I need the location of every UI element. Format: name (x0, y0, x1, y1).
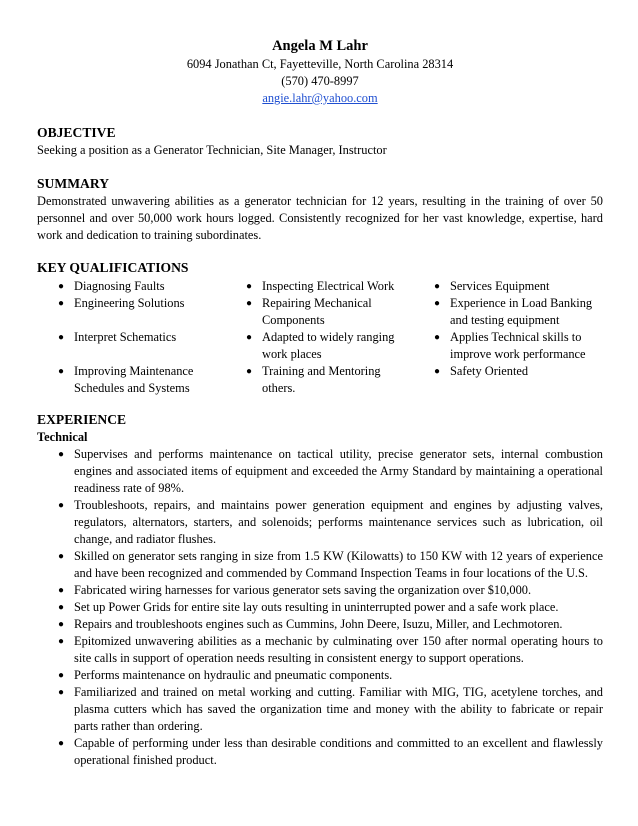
bullet-icon: ● (246, 281, 253, 292)
qualification-item: ● Safety Oriented (434, 364, 529, 378)
email-link[interactable]: angie.lahr@yahoo.com (262, 91, 378, 105)
bullet-icon: ● (246, 332, 253, 343)
address: 6094 Jonathan Ct, Fayetteville, North Carolina 28314 (186, 57, 454, 71)
qualification-item: ● Inspecting Electrical Work (246, 279, 395, 293)
bullet-icon: ● (58, 332, 65, 343)
bullet-icon: ● (434, 281, 441, 292)
summary-heading: SUMMARY (37, 176, 110, 191)
bullet-icon: ● (58, 602, 65, 613)
bullet-icon: ● (434, 332, 441, 343)
experience-list (37, 446, 603, 769)
experience-subheading: Technical (37, 430, 88, 444)
bullet-icon: ● (58, 449, 65, 460)
qualification-item: ● Interpret Schematics (58, 330, 177, 344)
experience-item: ● Performs maintenance on hydraulic and pneumatic components. (58, 668, 393, 682)
qualification-item: ● Diagnosing Faults (58, 279, 165, 293)
bullet-icon: ● (58, 281, 65, 292)
bullet-icon: ● (58, 366, 65, 377)
bullet-icon: ● (434, 366, 441, 377)
experience-item: ● Fabricated wiring harnesses for various generator sets saving the organization over $10,000. (58, 583, 532, 597)
experience-item: ● Supervises and performs maintenance on tactical utility, precise generator sets, internal combustion engines and associated items of equipment and exceeded the Army Standard by maintaining a operational readiness rate of 98%. (58, 447, 603, 495)
bullet-icon: ● (58, 670, 65, 681)
bullet-icon: ● (58, 619, 65, 630)
bullet-icon: ● (58, 585, 65, 596)
bullet-icon: ● (58, 500, 65, 511)
bullet-icon: ● (58, 551, 65, 562)
experience-item: ● Epitomized unwavering abilities as a mechanic by culminating over 150 after normal operating hours to site calls in support of operation needs resulting in consistent energy to support operations. (58, 634, 603, 665)
qualification-item: ● Repairing Mechanical Components (246, 296, 372, 327)
applicant-name: Angela M Lahr (272, 38, 368, 54)
resume-header (37, 37, 603, 107)
qualification-item: ● Training and Mentoring others. (246, 364, 381, 395)
qualification-item: ● Experience in Load Banking and testing equipment (434, 296, 593, 327)
bullet-icon: ● (58, 298, 65, 309)
bullet-icon: ● (246, 298, 253, 309)
qualification-item: ● Services Equipment (434, 279, 550, 293)
bullet-icon: ● (434, 298, 441, 309)
bullet-icon: ● (58, 738, 65, 749)
qualification-item: ● Adapted to widely ranging work places (246, 330, 395, 361)
experience-item: ● Familiarized and trained on metal working and cutting. Familiar with MIG, TIG, acetylene torches, and plasma cutters which has saved the organization time and money with the ability to fabricate or repair parts rather than ordering. (58, 685, 603, 733)
experience-item: ● Capable of performing under less than desirable conditions and committed to an excellent and flawlessly operational finished product. (58, 736, 603, 767)
objective-text: Seeking a position as a Generator Technician, Site Manager, Instructor (37, 143, 387, 157)
qualifications-heading: KEY QUALIFICATIONS (37, 260, 189, 275)
bullet-icon: ● (58, 687, 65, 698)
bullet-icon: ● (246, 366, 253, 377)
resume-page (37, 37, 603, 769)
qualification-item: ● Applies Technical skills to improve work performance (434, 330, 586, 361)
experience-heading: EXPERIENCE (37, 412, 127, 427)
bullet-icon: ● (58, 636, 65, 647)
experience-item: ● Skilled on generator sets ranging in size from 1.5 KW (Kilowatts) to 150 KW with 12 years of experience and have been recognized and commended by Command Inspection Teams in four locations of the U.S. (58, 549, 603, 580)
experience-item: ● Troubleshoots, repairs, and maintains power generation equipment and engines by adjusting valves, regulators, alternators, starters, and solenoids; performs maintenance services such as lubrication, oil change, and radiator flushes. (58, 498, 603, 546)
qualifications-grid (37, 278, 603, 397)
qualification-item: ● Improving Maintenance Schedules and Systems (58, 364, 194, 395)
qualification-item: ● Engineering Solutions (58, 296, 185, 310)
experience-item: ● Repairs and troubleshoots engines such as Cummins, John Deere, Isuzu, Miller, and Lechmotoren. (58, 617, 563, 631)
objective-heading: OBJECTIVE (37, 125, 116, 140)
summary-text: Demonstrated unwavering abilities as a generator technician for 12 years, resulting in the training of over 50 personnel and over 50,000 work hours logged. Consistently recognized for her vast knowledge, expertise, hard work and dedication to training subordinates. (37, 194, 603, 242)
experience-item: ● Set up Power Grids for entire site lay outs resulting in uninterrupted power and a safe work place. (58, 600, 559, 614)
phone: (570) 470-8997 (281, 74, 359, 88)
